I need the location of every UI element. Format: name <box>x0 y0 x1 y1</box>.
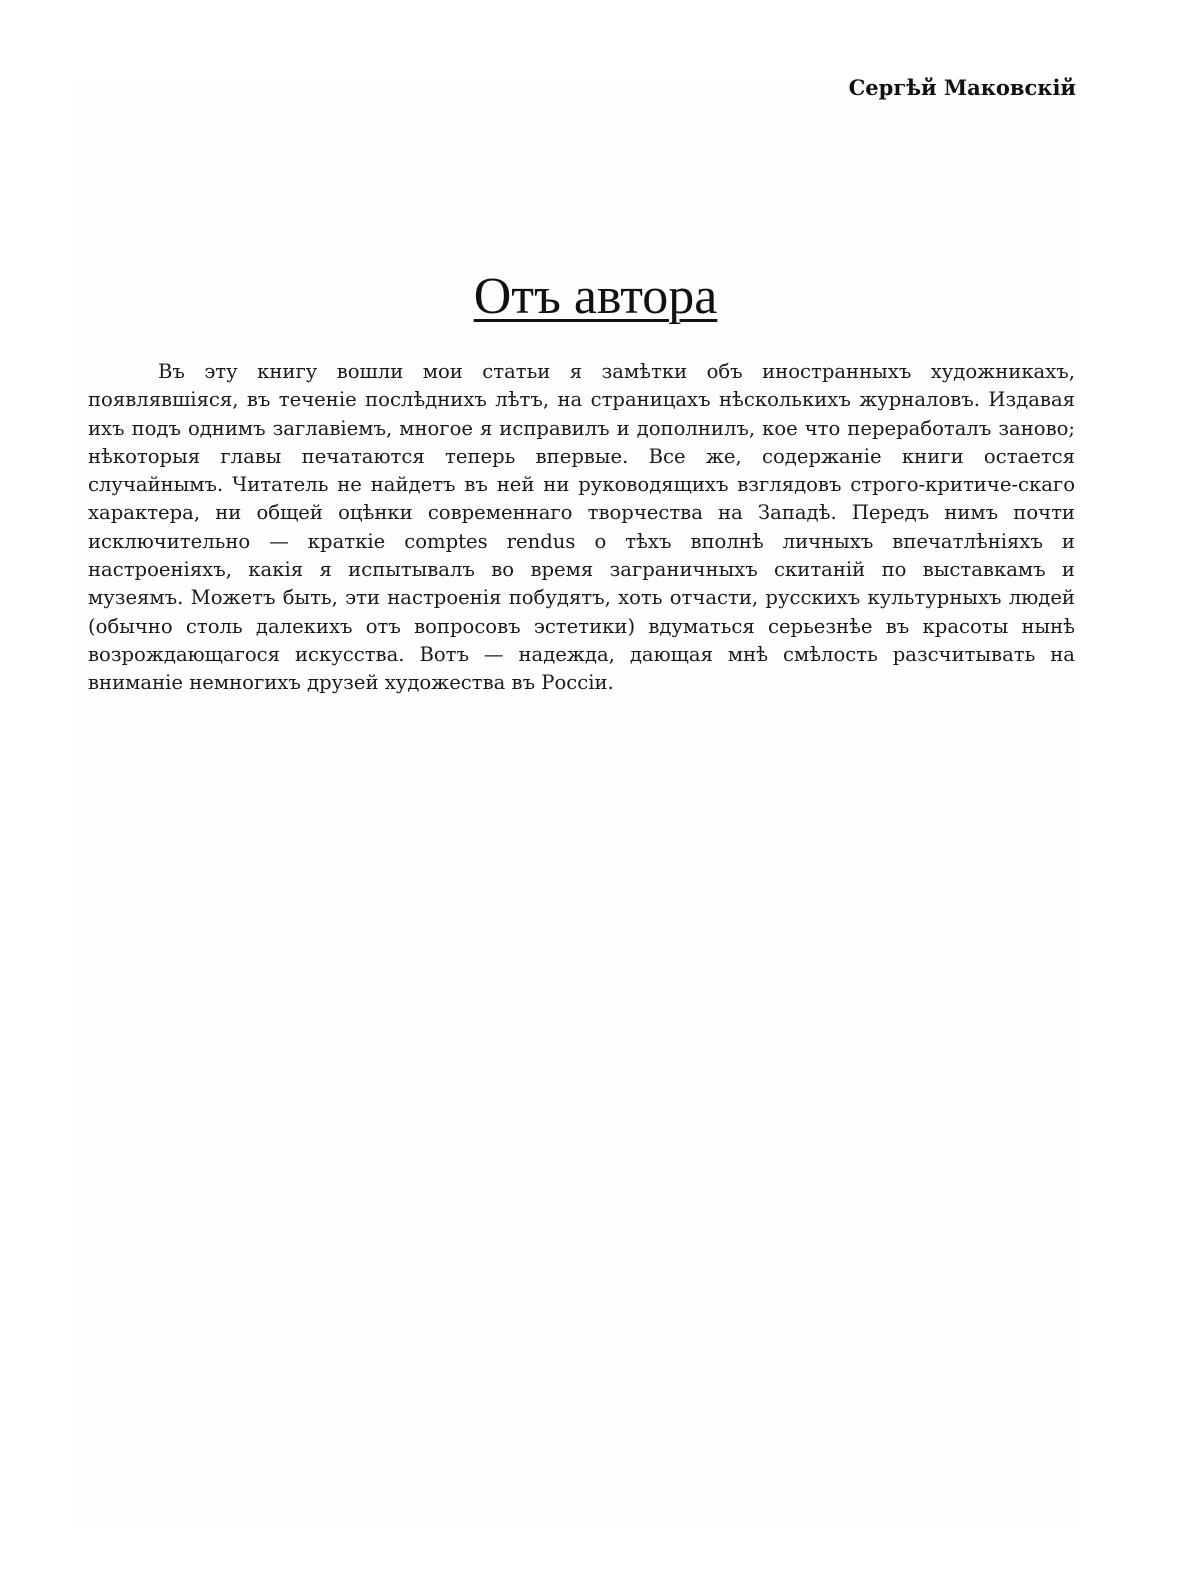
chapter-title: Отъ автора <box>473 268 718 325</box>
body-paragraph: Въ эту книгу вошли мои статьи я замѣтки объ иностранныхъ художникахъ, появлявшіяся, въ теченіе послѣднихъ лѣтъ, на страницахъ нѣсколькихъ журналовъ. Издавая ихъ подъ однимъ заглавіемъ, многое я исправилъ и дополнилъ, кое что переработалъ заново; нѣкоторыя главы печатаются теперь впервые. Все же, содержаніе книги остается случайнымъ. Читатель не найдетъ въ ней ни руководящихъ взглядовъ строго-критиче-скаго характера, ни общей оцѣнки современнаго творчества на Западѣ. Передъ нимъ почти исключительно — краткіе comptes rendus о тѣхъ вполнѣ личныхъ впечатлѣніяхъ и настроеніяхъ, какія я испытывалъ во время заграничныхъ скитаній по выставкамъ и музеямъ. Можетъ быть, эти настроенія побудятъ, хоть отчасти, русскихъ культурныхъ людей (обычно столь далекихъ отъ вопросовъ эстетики) вдуматься серьезнѣе въ красоты нынѣ возрождающагося искусства. Вотъ — надежда, дающая мнѣ смѣлость разсчитывать на вниманіе немногихъ друзей художества въ Россіи. <box>88 360 1075 695</box>
running-header-author: Сергѣй Маковскій <box>848 75 1076 100</box>
